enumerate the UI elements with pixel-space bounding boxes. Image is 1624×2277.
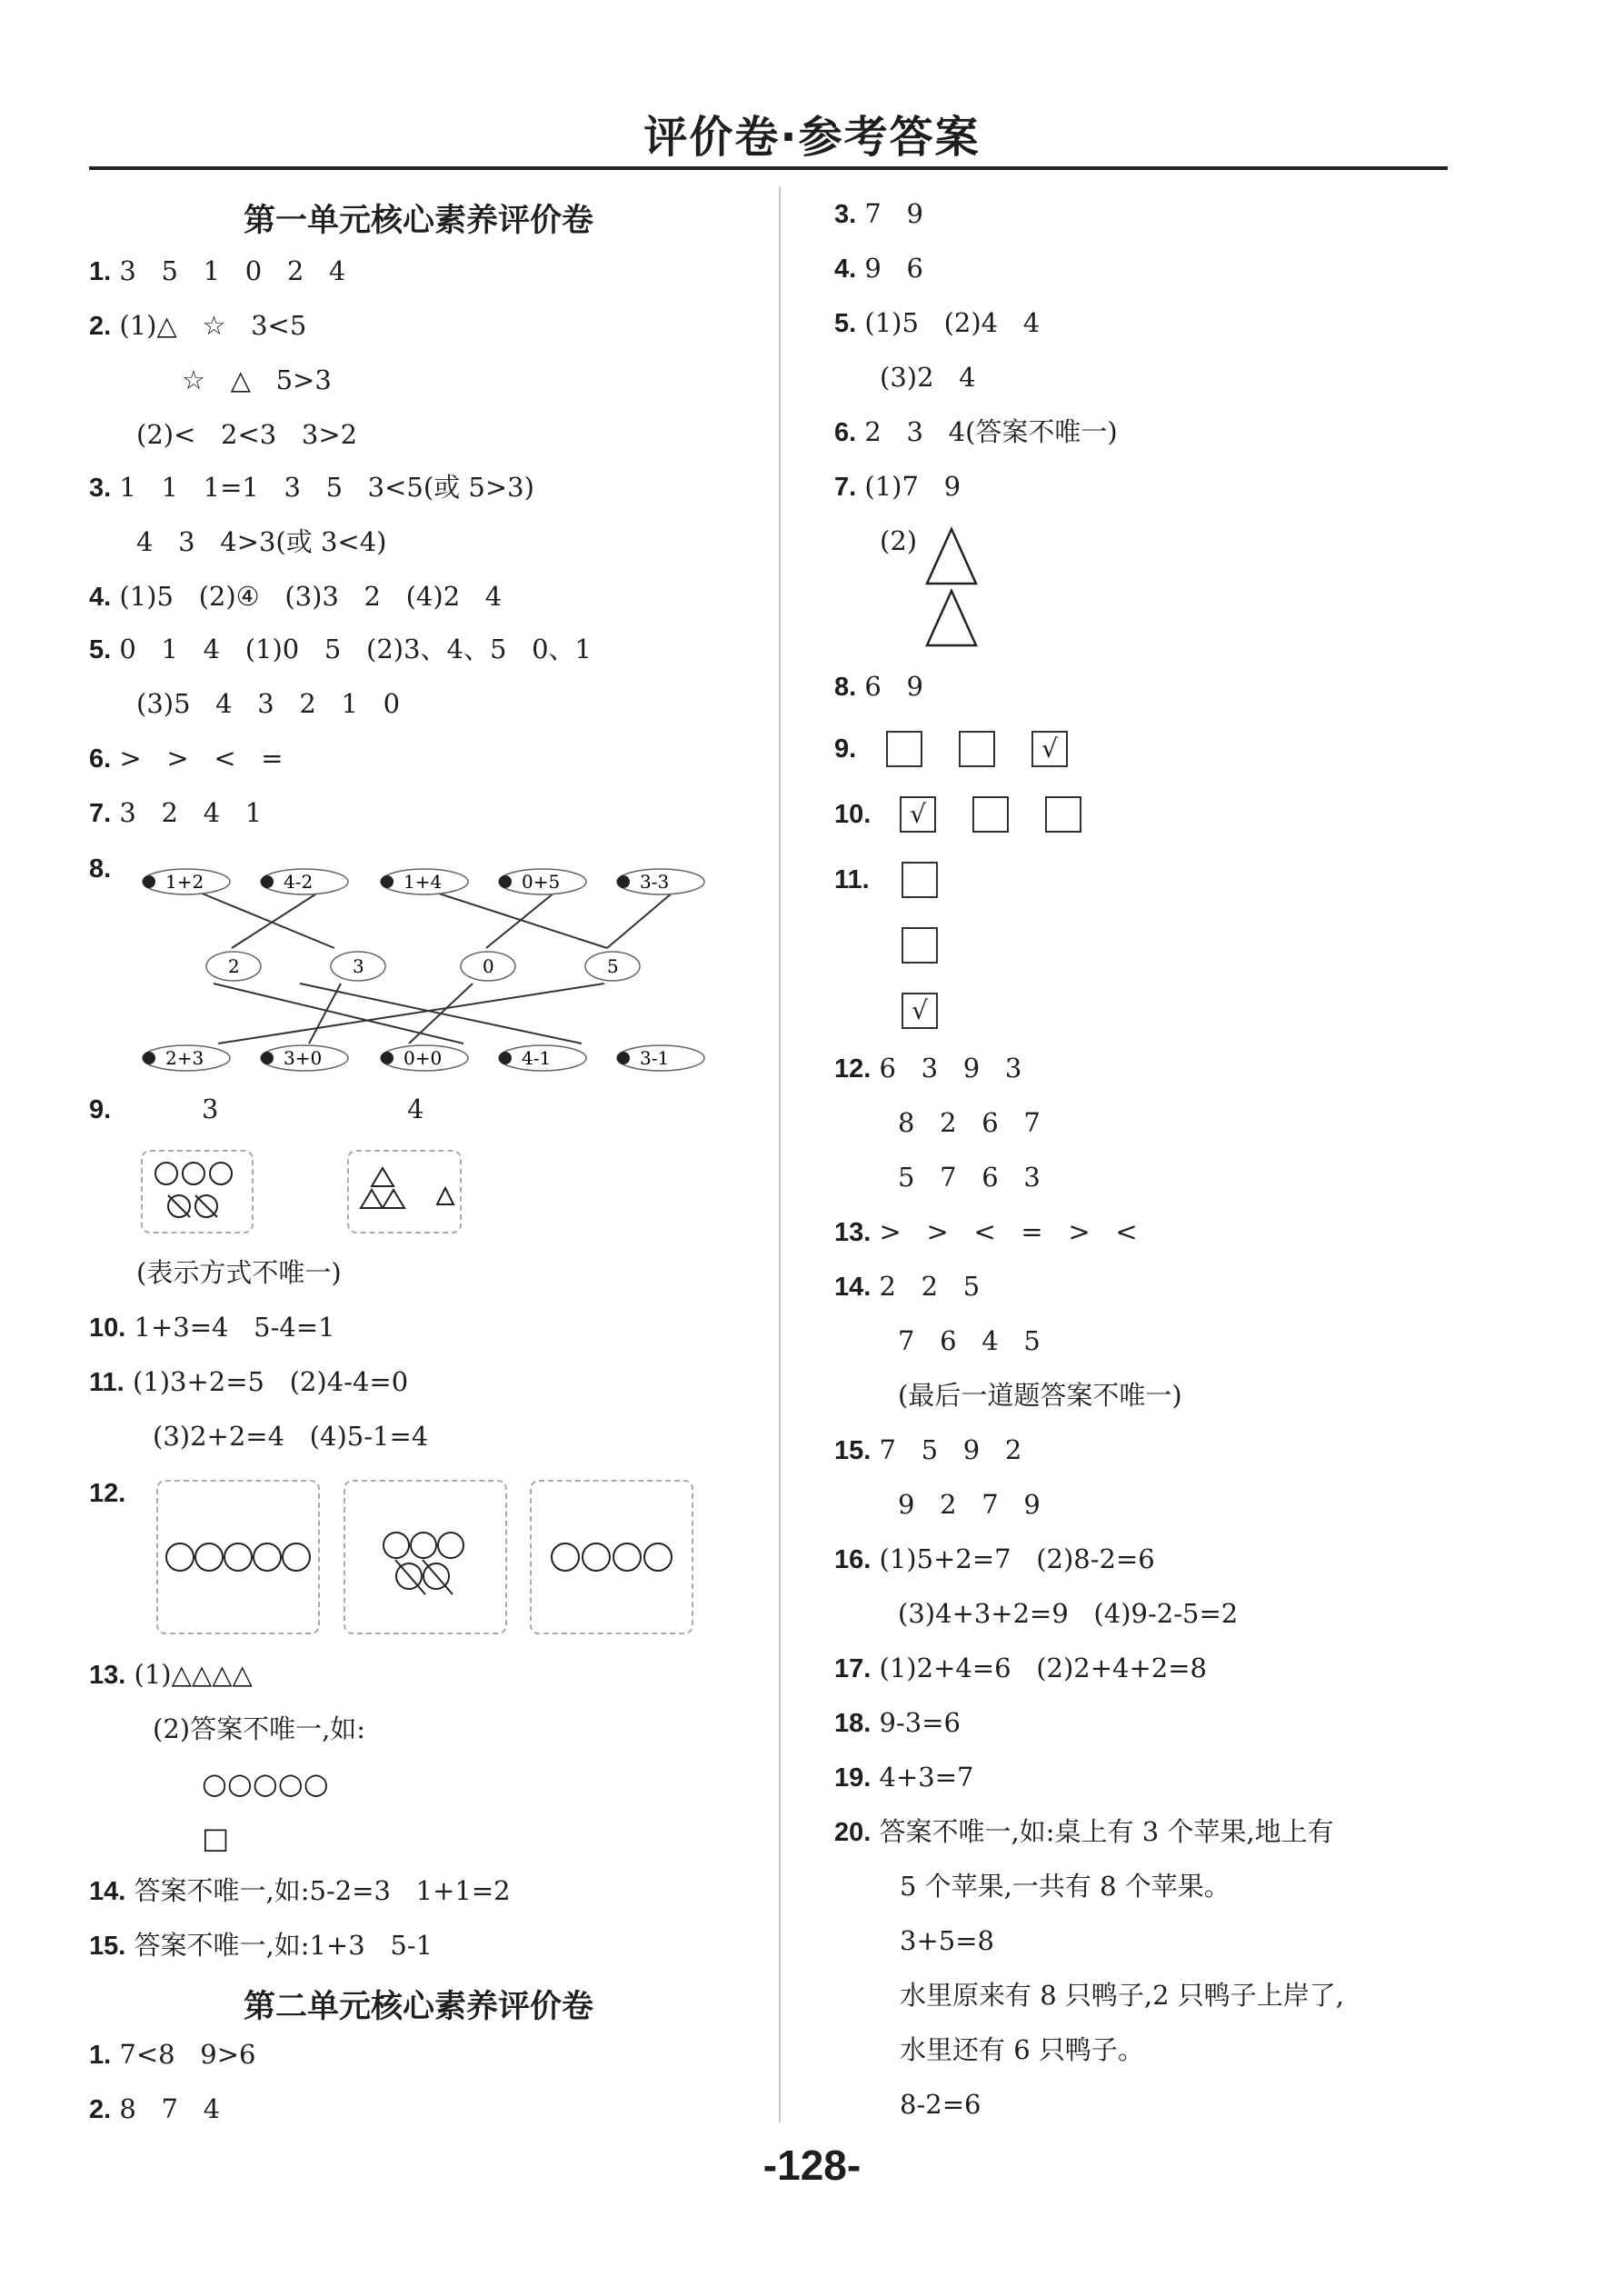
leaf-label: 3+0	[284, 1047, 323, 1069]
right-q20	[834, 1813, 1334, 1851]
leaf	[617, 1045, 704, 1071]
answer: 8 7 4	[119, 2093, 221, 2124]
q9-value-2: 4	[407, 1094, 424, 1124]
q-number: 15.	[834, 1436, 872, 1465]
circles-drawing	[532, 1482, 692, 1633]
empty-box	[972, 796, 1009, 833]
right-q13	[834, 1213, 1138, 1251]
q-number: 4.	[834, 255, 857, 284]
leaf	[206, 952, 261, 981]
connector-line	[607, 893, 673, 948]
title-rule	[89, 166, 1448, 170]
leaf	[585, 952, 640, 981]
q12-box-3	[530, 1480, 693, 1634]
right-q14-line2: 7 6 4 5	[898, 1325, 1041, 1356]
connector-line	[232, 893, 318, 948]
q-number: 4.	[89, 583, 112, 612]
q-number: 10.	[89, 1313, 126, 1343]
left-q6	[89, 740, 284, 777]
q-number: 3.	[834, 200, 857, 229]
empty-box	[1045, 796, 1081, 833]
ant-icon	[499, 1052, 512, 1064]
right-q17	[834, 1650, 1207, 1687]
q-number: 2.	[89, 2095, 112, 2124]
leaf	[499, 1045, 586, 1071]
q-number: 11.	[834, 865, 870, 894]
matching-diagram	[136, 854, 718, 1082]
circles-drawing	[158, 1482, 318, 1633]
q-number: 19.	[834, 1763, 872, 1793]
left-q2-line2: ☆ △ 5>3	[182, 365, 332, 395]
page-number: -128-	[762, 2142, 862, 2189]
empty-box	[886, 731, 922, 767]
left-q15	[89, 1927, 433, 1964]
circles-drawing	[345, 1482, 505, 1633]
ant-icon	[381, 1052, 394, 1064]
leaf	[499, 869, 586, 894]
left-q11	[89, 1363, 408, 1401]
right-q9	[834, 730, 856, 767]
left-q7	[89, 794, 262, 832]
answer: 9 6	[864, 253, 923, 284]
right-q14-note: (最后一道题答案不唯一)	[898, 1380, 1182, 1411]
answer: 7<8 9>6	[119, 2039, 256, 2070]
left-q14	[89, 1873, 511, 1910]
leaf-label: 0+5	[522, 871, 561, 893]
q-number: 11.	[89, 1368, 125, 1397]
q-number: 5.	[834, 309, 857, 338]
leaf-label: 2+3	[165, 1047, 204, 1069]
answer: > > < =	[119, 743, 284, 774]
connector-line	[218, 984, 604, 1044]
q-number: 8.	[834, 673, 857, 702]
q12-box-2	[344, 1480, 507, 1634]
ant-icon	[143, 875, 155, 888]
right-q20-line5: 水里还有 6 只鸭子。	[900, 2034, 1144, 2065]
leaf-label: 3-3	[640, 871, 670, 893]
q-number: 9.	[834, 734, 857, 764]
section1-title: 第一单元核心素养评价卷	[243, 203, 593, 239]
right-q19	[834, 1759, 974, 1796]
q9-value-1: 3	[202, 1094, 219, 1124]
answer: 6 9	[864, 671, 923, 702]
answer: 1 1 1=1 3 5 3<5(或 5>3)	[119, 472, 534, 503]
right-q15	[834, 1432, 1021, 1469]
q-number: 10.	[834, 800, 872, 829]
right-q20-line4: 水里原来有 8 只鸭子,2 只鸭子上岸了,	[900, 1980, 1344, 2011]
leaf-label: 0	[483, 955, 494, 977]
right-q16-line2: (3)4+3+2=9 (4)9-2-5=2	[898, 1598, 1239, 1629]
q-number: 7.	[89, 799, 112, 828]
q9-box-triangles	[347, 1150, 462, 1233]
middle-leaves	[206, 952, 640, 981]
leaf-label: 2	[228, 955, 240, 977]
q-number: 7.	[834, 473, 857, 502]
answer: (1)5 (2)4 4	[864, 307, 1041, 338]
ant-icon	[499, 875, 512, 888]
leaf-label: 1+4	[404, 871, 443, 893]
answer: 答案不唯一,如:桌上有 3 个苹果,地上有	[879, 1816, 1334, 1847]
left-q2-line3: (2)< 2<3 3>2	[136, 419, 358, 450]
checked-box: √	[900, 796, 936, 833]
leaf-label: 0+0	[404, 1047, 443, 1069]
leaf	[461, 952, 515, 981]
empty-box	[902, 862, 938, 898]
empty-box	[959, 731, 995, 767]
right-q10	[834, 795, 871, 833]
right-q16	[834, 1541, 1155, 1578]
leaf-label: 3-1	[640, 1047, 670, 1069]
q-number: 12.	[89, 1479, 126, 1508]
left-q10	[89, 1309, 335, 1346]
leaf-label: 4-1	[522, 1047, 552, 1069]
left-q2	[89, 307, 306, 345]
answer: 7 9	[864, 198, 923, 229]
right-q7-line2: (2)	[880, 525, 918, 556]
right-q6	[834, 414, 1118, 451]
left-q4	[89, 578, 502, 615]
answer: 1+3=4 5-4=1	[134, 1312, 335, 1343]
circles-drawing	[143, 1152, 252, 1232]
empty-box	[902, 927, 938, 964]
q-number: 5.	[89, 635, 112, 664]
ant-icon	[617, 875, 630, 888]
answer: (1)△△△△	[134, 1659, 253, 1690]
ant-icon	[617, 1052, 630, 1064]
s2-q2	[89, 2091, 220, 2128]
right-q15-line2: 9 2 7 9	[898, 1489, 1041, 1520]
q-number: 14.	[89, 1877, 126, 1906]
q-number: 9.	[89, 1095, 112, 1124]
right-q4	[834, 250, 923, 287]
leaf-label: 5	[607, 955, 619, 977]
bottom-leaves	[143, 1045, 704, 1071]
q-number: 17.	[834, 1654, 872, 1683]
left-q3-line2: 4 3 4>3(或 3<4)	[136, 526, 387, 557]
q-number: 14.	[834, 1273, 872, 1302]
leaf	[381, 1045, 468, 1071]
left-q13	[89, 1656, 253, 1693]
leaf-label: 1+2	[165, 871, 204, 893]
left-q5	[89, 631, 592, 668]
ant-icon	[143, 1052, 155, 1064]
q-number: 1.	[89, 257, 112, 286]
leaf	[143, 869, 230, 894]
q-number: 1.	[89, 2041, 112, 2070]
triangle-icon	[927, 591, 976, 645]
page-title: 评价卷·参考答案	[643, 112, 981, 163]
right-q12-line2: 8 2 6 7	[898, 1107, 1041, 1138]
answer: 7 5 9 2	[879, 1434, 1022, 1465]
answer: (1)5 (2)④ (3)3 2 (4)2 4	[119, 581, 503, 612]
right-q20-line2: 5 个苹果,一共有 8 个苹果。	[900, 1871, 1230, 1902]
q-number: 6.	[89, 744, 112, 774]
answer: 2 2 5	[879, 1271, 981, 1302]
right-q12-line3: 5 7 6 3	[898, 1162, 1041, 1193]
answer: > > < = > <	[879, 1216, 1138, 1247]
s2-q1	[89, 2036, 255, 2073]
q9-note: (表示方式不唯一)	[136, 1257, 342, 1288]
right-q7	[834, 468, 961, 505]
leaf-label: 4-2	[284, 871, 314, 893]
left-q11-line2: (3)2+2=4 (4)5-1=4	[153, 1421, 429, 1452]
connector-line	[200, 893, 334, 948]
q-number: 13.	[834, 1218, 872, 1247]
checked-box: √	[1031, 731, 1068, 767]
q-number: 3.	[89, 474, 112, 503]
ant-icon	[381, 875, 394, 888]
answer: 4+3=7	[879, 1762, 974, 1793]
q-number: 15.	[89, 1932, 126, 1961]
leaf	[261, 869, 348, 894]
right-q20-line6: 8-2=6	[900, 2089, 981, 2120]
triangle-icon	[927, 529, 976, 584]
left-q5-line2: (3)5 4 3 2 1 0	[136, 688, 401, 719]
left-q13-line2: (2)答案不唯一,如:	[153, 1713, 366, 1744]
section2-title: 第二单元核心素养评价卷	[243, 1989, 593, 2025]
q-number: 18.	[834, 1709, 872, 1738]
answer: 0 1 4 (1)0 5 (2)3、4、5 0、1	[119, 634, 592, 664]
leaf	[331, 952, 385, 981]
leaf	[143, 1045, 230, 1071]
stacked-triangles	[920, 525, 983, 653]
q-number: 8.	[89, 854, 112, 884]
right-q14	[834, 1268, 980, 1305]
top-leaves	[143, 869, 704, 894]
ant-icon	[261, 875, 274, 888]
right-q12	[834, 1050, 1021, 1087]
ant-icon	[261, 1052, 274, 1064]
leaf	[617, 869, 704, 894]
left-q3	[89, 469, 534, 506]
answer: 答案不唯一,如:1+3 5-1	[134, 1930, 433, 1961]
column-divider	[779, 186, 781, 2122]
right-q11	[834, 861, 870, 898]
left-q8	[89, 850, 111, 887]
q-number: 13.	[89, 1661, 126, 1690]
right-q18	[834, 1704, 961, 1742]
answer: 2 3 4(答案不唯一)	[864, 416, 1118, 447]
left-q12	[89, 1474, 125, 1512]
answer: (1)7 9	[864, 471, 961, 502]
right-q20-line3: 3+5=8	[900, 1925, 994, 1956]
answer: 6 3 9 3	[879, 1053, 1022, 1084]
checked-box: √	[902, 993, 938, 1029]
q-number: 16.	[834, 1545, 872, 1574]
answer: (1)5+2=7 (2)8-2=6	[879, 1543, 1155, 1574]
leaf	[381, 869, 468, 894]
q9-box-circles	[141, 1150, 254, 1233]
right-q3	[834, 195, 923, 233]
q-number: 20.	[834, 1818, 872, 1847]
leaf	[261, 1045, 348, 1071]
left-q1	[89, 253, 345, 290]
connector-line	[486, 893, 554, 948]
q-number: 12.	[834, 1054, 872, 1084]
answer: (1)△ ☆ 3<5	[119, 310, 307, 341]
triangles-drawing	[349, 1152, 460, 1232]
left-q13-square: □	[202, 1821, 230, 1855]
q-number: 2.	[89, 312, 112, 341]
leaf-label: 3	[353, 955, 364, 977]
right-q5-line2: (3)2 4	[880, 362, 976, 393]
answer: (1)2+4=6 (2)2+4+2=8	[879, 1653, 1208, 1683]
answer: 9-3=6	[879, 1707, 961, 1738]
answer: 答案不唯一,如:5-2=3 1+1=2	[134, 1875, 511, 1906]
left-q9	[89, 1091, 111, 1128]
answer: 3 5 1 0 2 4	[119, 255, 346, 286]
answer: 3 2 4 1	[119, 797, 263, 828]
q12-box-1	[156, 1480, 320, 1634]
right-q8	[834, 668, 923, 705]
right-q5	[834, 305, 1040, 342]
left-q13-circles: ○○○○○	[202, 1766, 329, 1801]
q-number: 6.	[834, 418, 857, 447]
answer: (1)3+2=5 (2)4-4=0	[132, 1366, 409, 1397]
